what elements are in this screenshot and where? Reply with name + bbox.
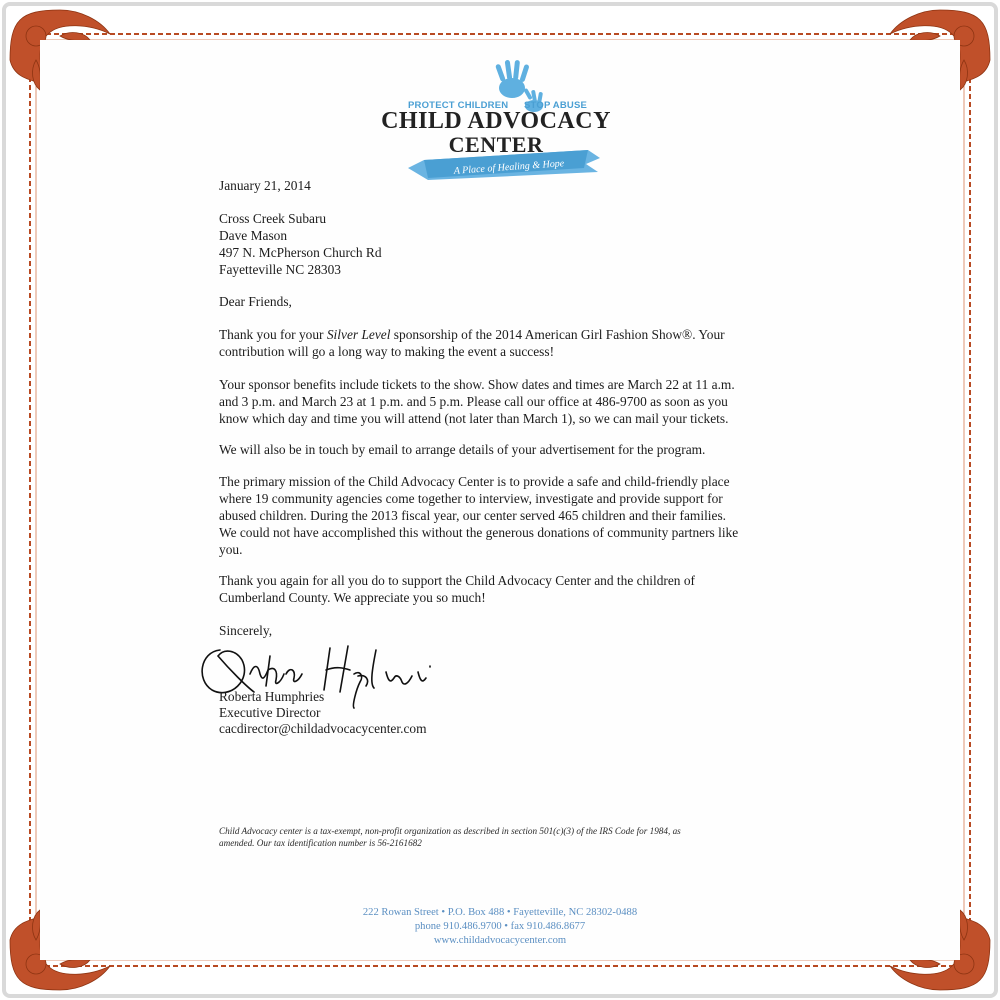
logo-ribbon-text: A Place of Healing & Hope (453, 158, 565, 177)
paragraph-4-line: abused children. During the 2013 fiscal year, our center served 465 children and their families. (219, 508, 727, 523)
signer-title: Executive Director (219, 705, 321, 720)
recipient-line: Cross Creek Subaru (219, 211, 327, 226)
signer-name: Roberta Humphries (219, 689, 325, 704)
logo-tagline-right: STOP ABUSE (524, 100, 588, 111)
recipient-line: Fayetteville NC 28303 (219, 262, 341, 277)
closing: Sincerely, (219, 623, 273, 638)
paragraph-3: We will also be in touch by email to arrange details of your advertisement for the program. (219, 442, 706, 457)
recipient-line: Dave Mason (219, 228, 288, 243)
salutation: Dear Friends, (219, 294, 292, 309)
paragraph-4-line: you. (219, 542, 243, 557)
paragraph-2-line: and 3 p.m. and March 23 at 1 p.m. and 5 p.m. Please call our office at 486-9700 as soon as you (219, 394, 728, 409)
paragraph-2-line: Your sponsor benefits include tickets to the show. Show dates and times are March 22 at 11 a.m. (219, 377, 735, 392)
paragraph-4-line: where 19 community agencies come together to interview, investigate and provide support for (219, 491, 723, 506)
organization-logo (378, 58, 614, 188)
p1-post: sponsorship of the 2014 American Girl Fashion Show®. Your (390, 327, 725, 342)
paragraph-2-line: know which day and time you will attend (not later than March 1), so we can mail your tickets. (219, 411, 729, 426)
tax-disclaimer-line: amended. Our tax identification number is 56-2161682 (219, 838, 422, 848)
paragraph-1-line: contribution will go a long way to making the event a success! (219, 344, 555, 359)
footer-web: www.childadvocacycenter.com (433, 935, 567, 946)
paragraph-4-line: We could not have accomplished this without the generous donations of community partners like (219, 525, 739, 540)
recipient-line: 497 N. McPherson Church Rd (219, 245, 382, 260)
tax-disclaimer (219, 825, 779, 849)
footer-address: 222 Rowan Street • P.O. Box 488 • Fayetteville, NC 28302-0488 (362, 907, 638, 918)
paragraph-4-line: The primary mission of the Child Advocacy Center is to provide a safe and child-friendly place (219, 474, 730, 489)
tax-disclaimer-line: Child Advocacy center is a tax-exempt, non-profit organization as described in section 501(c)(3) of the IRS Code for 1984, as (219, 826, 681, 836)
letter-date: January 21, 2014 (219, 178, 311, 193)
paragraph-5-line: Thank you again for all you do to support the Child Advocacy Center and the children of (219, 573, 695, 588)
paragraph-1-line (219, 326, 725, 344)
signer-email: cacdirector@childadvocacycenter.com (219, 721, 427, 736)
footer-phone: phone 910.486.9700 • fax 910.486.8677 (414, 921, 586, 932)
logo-name-line1: CHILD ADVOCACY (381, 108, 611, 134)
p1-pre: Thank you for your (219, 327, 327, 342)
paragraph-5-line: Cumberland County. We appreciate you so much! (219, 590, 486, 605)
p1-italic: Silver Level (326, 327, 391, 342)
logo-name-line2: CENTER (448, 132, 544, 157)
logo-tagline-left: PROTECT CHILDREN (408, 100, 509, 111)
